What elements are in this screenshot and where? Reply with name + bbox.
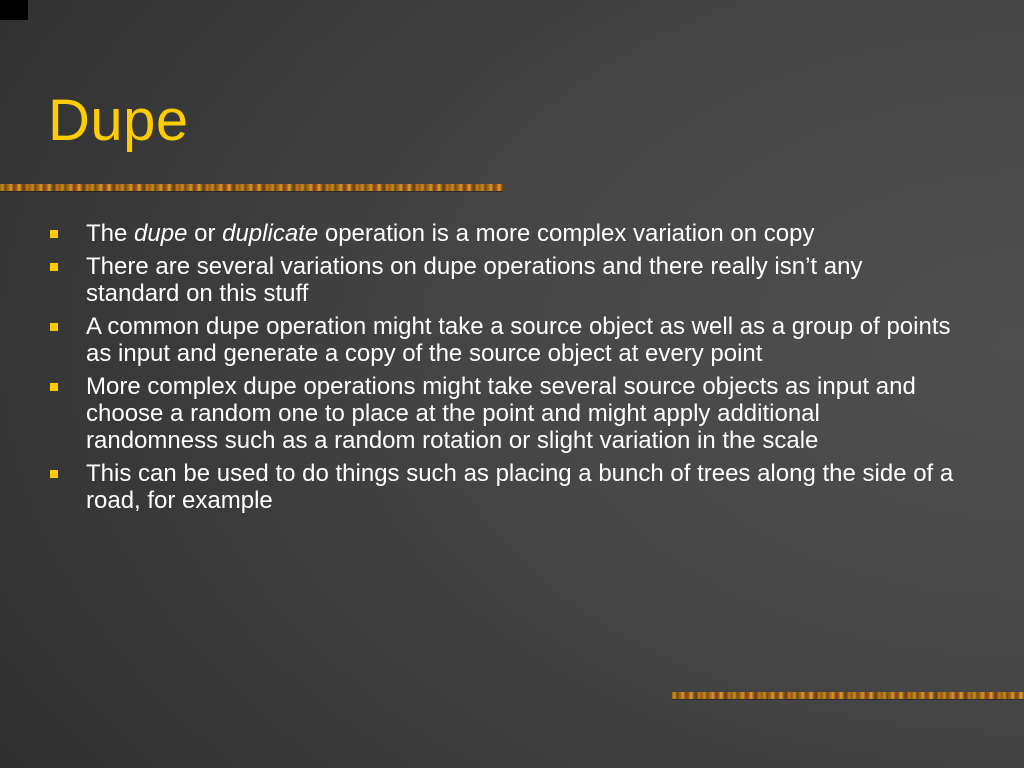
bullet-segment: operation is a more complex variation on copy <box>318 220 815 247</box>
square-bullet-icon <box>50 383 58 391</box>
square-bullet-icon <box>50 263 58 271</box>
bullet-text: A common dupe operation might take a source object as well as a group of points as input and generate a copy of the source object at every point <box>86 313 951 367</box>
bullet-item <box>48 373 958 454</box>
bullet-text: More complex dupe operations might take several source objects as input and choose a random one to place at the point and might apply additional randomness such as a random rotation or slight variation in the scale <box>86 373 916 454</box>
bullet-item <box>48 460 958 514</box>
bullet-item <box>48 313 958 367</box>
bullet-item <box>48 220 958 247</box>
square-bullet-icon <box>50 470 58 478</box>
slide-title: Dupe <box>48 88 189 153</box>
bullet-text: This can be used to do things such as placing a bunch of trees along the side of a road, for example <box>86 460 954 514</box>
bullet-text <box>86 220 814 247</box>
square-bullet-icon <box>50 323 58 331</box>
bullet-segment: or <box>187 220 223 247</box>
corner-mark <box>0 0 28 20</box>
bullet-text: There are several variations on dupe operations and there really isn’t any standard on this stuff <box>86 253 863 307</box>
bullet-segment: The <box>86 220 135 247</box>
bullet-segment-italic: dupe <box>134 220 188 247</box>
bullet-item <box>48 253 958 307</box>
bullet-list <box>48 220 958 520</box>
footer-decoration <box>672 692 1024 699</box>
bullet-segment-italic: duplicate <box>222 220 319 247</box>
title-underline-decoration <box>0 184 503 191</box>
square-bullet-icon <box>50 230 58 238</box>
